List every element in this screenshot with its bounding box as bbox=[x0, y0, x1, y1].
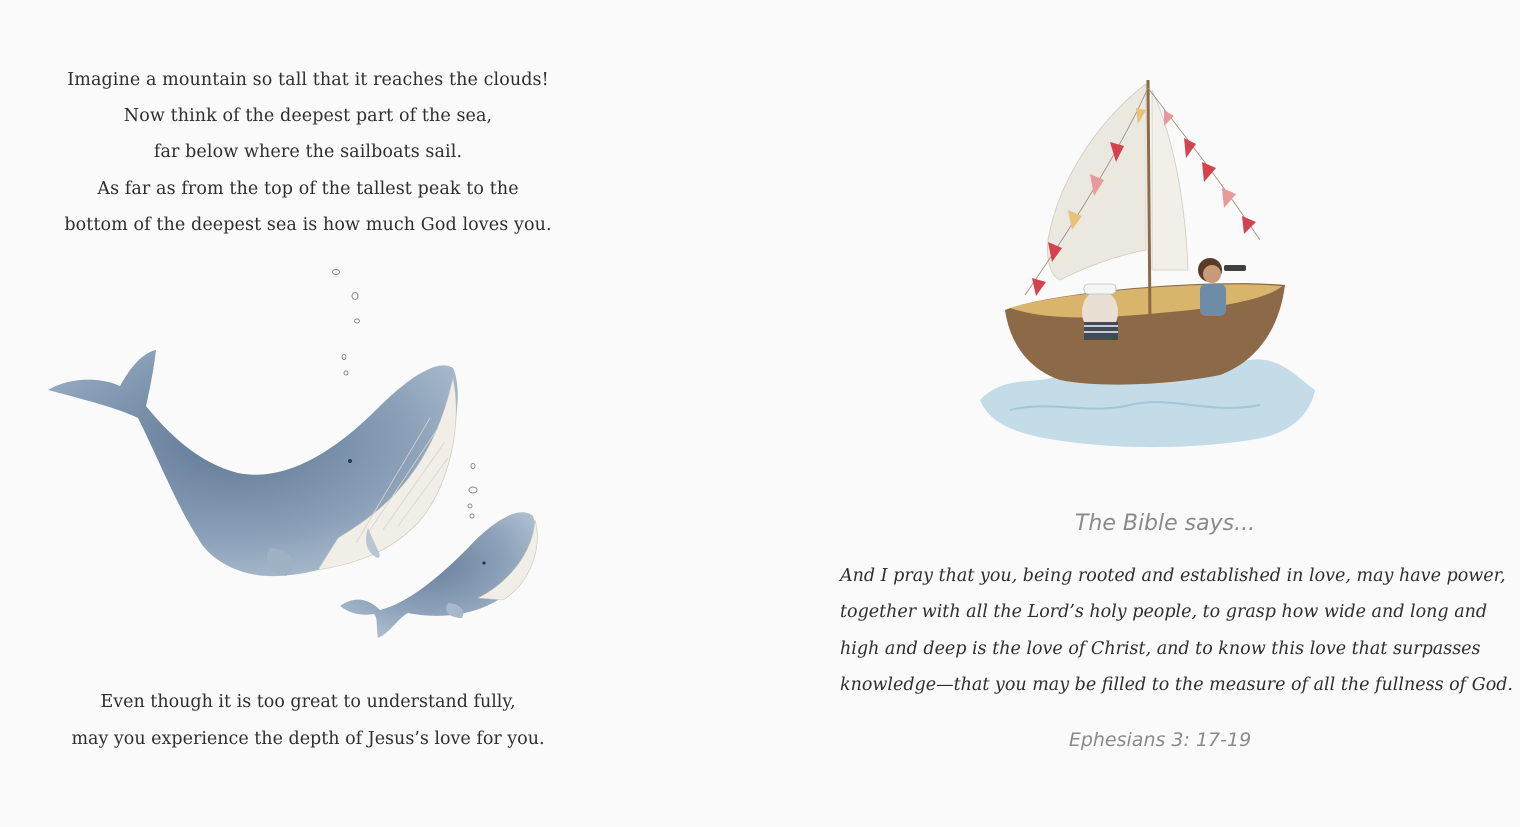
bible-verse bbox=[840, 558, 1513, 703]
verse-line: And I pray that you, being rooted and established in love, may have power, bbox=[840, 566, 1506, 586]
whales-illustration bbox=[38, 258, 558, 658]
poem-line: Now think of the deepest part of the sea, bbox=[123, 106, 493, 127]
poem-text bbox=[48, 62, 568, 243]
poem-line: bottom of the deepest sea is how much God loves you. bbox=[64, 214, 552, 235]
closing-line: Even though it is too great to understand fully, bbox=[100, 692, 516, 712]
poem-line: Imagine a mountain so tall that it reaches the clouds! bbox=[67, 70, 549, 90]
poem-line: far below where the sailboats sail. bbox=[153, 142, 463, 163]
poem-line: As far as from the top of the tallest peak to the bbox=[97, 178, 519, 199]
verse-line: together with all the Lord’s holy people, to grasp how wide and long and bbox=[840, 602, 1488, 623]
closing-line: may you experience the depth of Jesus’s love for you. bbox=[71, 728, 545, 749]
bible-says-heading bbox=[1060, 500, 1270, 550]
closing-text bbox=[48, 684, 568, 757]
big-whale bbox=[48, 350, 458, 576]
reference-text: Ephesians 3: 17-19 bbox=[1068, 729, 1252, 751]
verse-line: high and deep is the love of Christ, and to know this love that surpasses bbox=[840, 638, 1481, 659]
sailboat-illustration bbox=[970, 70, 1330, 470]
verse-line: knowledge—that you may be filled to the measure of all the fullness of God. bbox=[840, 674, 1513, 695]
boy-figure bbox=[1082, 284, 1118, 340]
verse-reference bbox=[1060, 720, 1260, 760]
bible-says-text: The Bible says... bbox=[1074, 511, 1256, 536]
right-page bbox=[760, 0, 1520, 827]
